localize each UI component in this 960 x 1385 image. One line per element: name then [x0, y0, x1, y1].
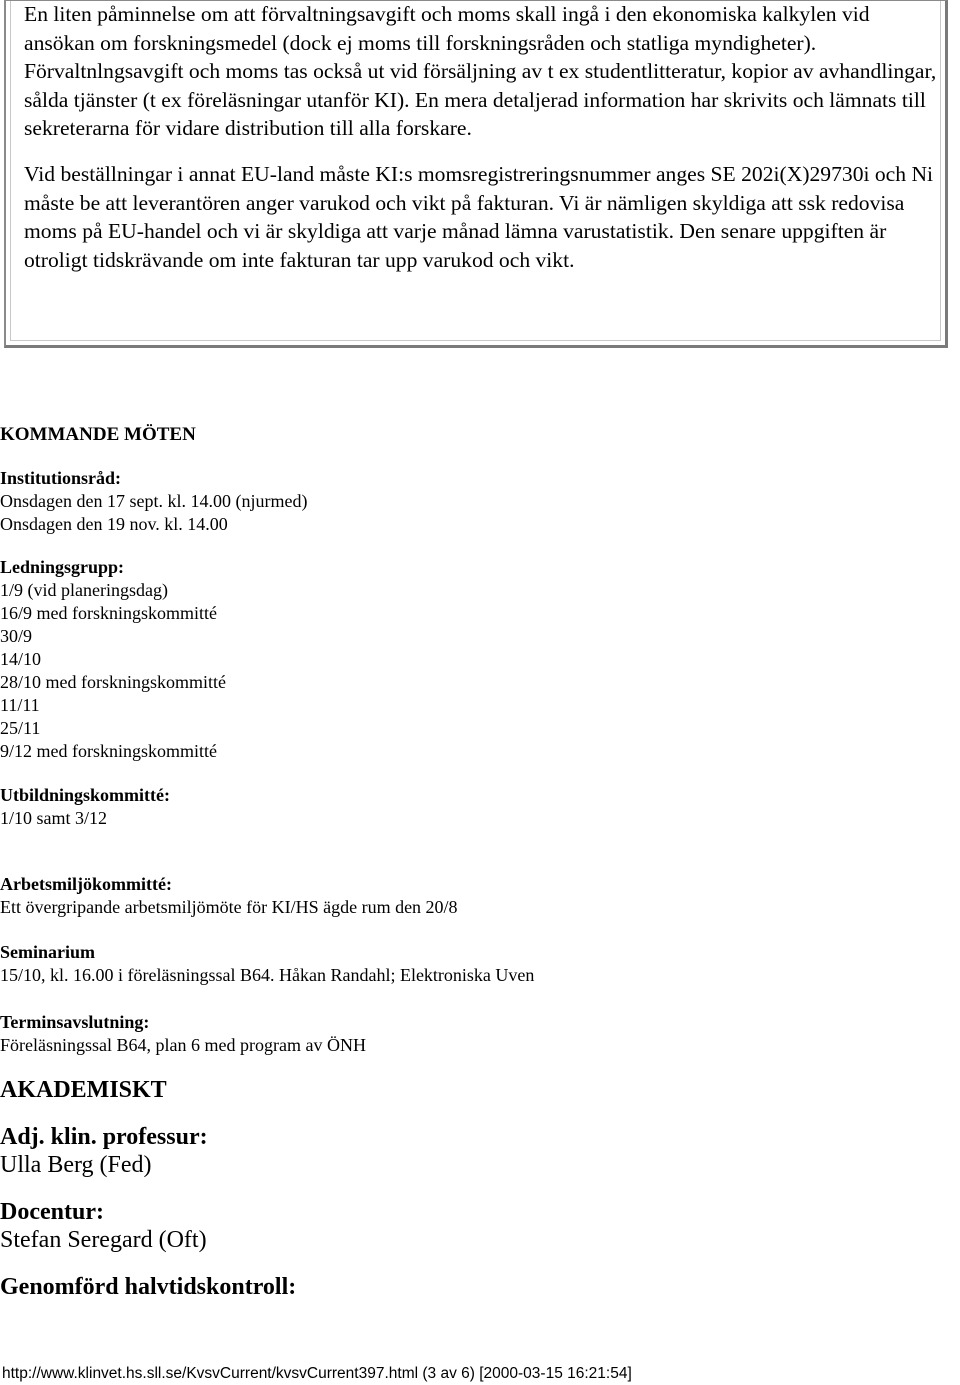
- notice-paragraph: En liten påminnelse om att förvaltningsavgift och moms skall ingå i den ekonomiska kalkylen vid ansökan om forskningsmedel (dock ej moms till forskningsråden och statliga myndigheter). Förvaltnlngsavgift och moms tas också ut vid försäljning av t ex studentlitteratur, kopior av avhandlingar, sålda tjänster (t ex föreläsningar utanför KI). En mera detaljerad information har skrivits och lämnats till sekreterarna för vidare distribution till alla forskare.: [24, 2, 937, 141]
- meeting-line: Föreläsningssal B64, plan 6 med program av ÖNH: [0, 1035, 366, 1055]
- meetings-title: KOMMANDE MÖTEN: [0, 424, 196, 445]
- meeting-line: 16/9 med forskningskommitté: [0, 603, 217, 623]
- meeting-line: 11/11: [0, 695, 40, 715]
- meeting-line: Onsdagen den 19 nov. kl. 14.00: [0, 514, 228, 534]
- meeting-line: 1/9 (vid planeringsdag): [0, 580, 168, 600]
- meeting-line: 9/12 med forskningskommitté: [0, 741, 217, 761]
- ledningsgrupp-heading: Ledningsgrupp:: [0, 557, 125, 577]
- adj-professur-name: Ulla Berg (Fed): [0, 1152, 152, 1178]
- meeting-line: 15/10, kl. 16.00 i föreläsningssal B64. Håkan Randahl; Elektroniska Uven: [0, 965, 535, 985]
- meeting-line: 1/10 samt 3/12: [0, 808, 107, 828]
- section-ledningsgrupp: [0, 556, 958, 763]
- section-utbildning: [0, 784, 958, 830]
- main-content: [0, 423, 958, 1301]
- utbildning-heading: Utbildningskommitté:: [0, 785, 171, 805]
- notice-text: [24, 0, 944, 274]
- seminarium-heading: Seminarium: [0, 942, 96, 962]
- terminsavslutning-heading: Terminsavslutning:: [0, 1012, 150, 1032]
- meeting-line: 14/10: [0, 649, 42, 669]
- meeting-line: 28/10 med forskningskommitté: [0, 672, 226, 692]
- institutionsrad-heading: Institutionsråd:: [0, 468, 122, 488]
- arbetsmiljo-heading: Arbetsmiljökommitté:: [0, 874, 172, 894]
- section-arbetsmiljo: [0, 873, 958, 919]
- meeting-line: 25/11: [0, 718, 41, 738]
- meeting-line: Onsdagen den 17 sept. kl. 14.00 (njurmed): [0, 491, 308, 511]
- docentur-heading: Docentur:: [0, 1199, 104, 1225]
- academic-title: AKADEMISKT: [0, 1077, 167, 1103]
- page-footer-url: http://www.klinvet.hs.sll.se/KvsvCurrent/kvsvCurrent397.html (3 av 6) [2000-03-15 16:21:54]: [2, 1365, 632, 1382]
- notice-paragraph: Vid beställningar i annat EU-land måste KI:s momsregistreringsnummer anges SE 202i(X)29730i och Ni måste be att leverantören anger varukod och vikt på fakturan. Vi är nämligen skyldiga att ssk redovisa moms på EU-handel och vi är skyldiga att varje månad lämna varustatistik. Den senare uppgiften är otroligt tidskrävande om inte fakturan tar upp varukod och vikt.: [24, 161, 934, 272]
- section-institutionsrad: [0, 467, 958, 536]
- meeting-line: Ett övergripande arbetsmiljömöte för KI/HS ägde rum den 20/8: [0, 897, 458, 917]
- section-terminsavslutning: [0, 1011, 958, 1057]
- docentur-name: Stefan Seregard (Oft): [0, 1227, 207, 1253]
- adj-professur-heading: Adj. klin. professur:: [0, 1124, 208, 1150]
- meeting-line: 30/9: [0, 626, 33, 646]
- section-seminarium: [0, 941, 958, 987]
- halvtidskontroll-heading: Genomförd halvtidskontroll:: [0, 1274, 297, 1300]
